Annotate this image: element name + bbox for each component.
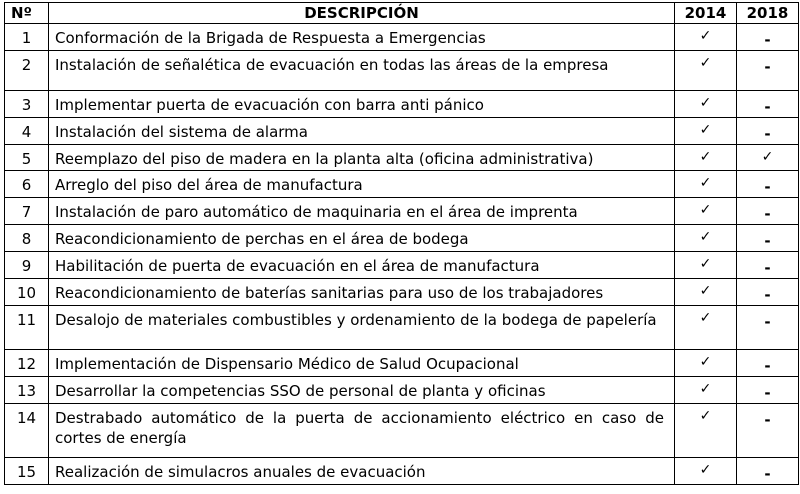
header-2014: 2014 — [675, 3, 737, 24]
table-header-row — [5, 3, 799, 24]
row-2018-mark: - — [737, 252, 799, 279]
row-number: 6 — [5, 171, 49, 198]
row-2014-mark: ✓ — [675, 279, 737, 306]
header-2018: 2018 — [737, 3, 799, 24]
row-2014-mark: ✓ — [675, 404, 737, 458]
row-2018-mark: ✓ — [737, 145, 799, 171]
table-row — [5, 458, 799, 485]
row-number: 4 — [5, 118, 49, 145]
row-description: Reacondicionamiento de perchas en el área de bodega — [49, 225, 675, 252]
row-2018-mark: - — [737, 279, 799, 306]
row-description: Realización de simulacros anuales de evacuación — [49, 458, 675, 485]
row-number: 13 — [5, 377, 49, 404]
row-2014-mark: ✓ — [675, 225, 737, 252]
row-2014-mark: ✓ — [675, 91, 737, 118]
row-2014-mark: ✓ — [675, 171, 737, 198]
row-number: 15 — [5, 458, 49, 485]
row-number: 3 — [5, 91, 49, 118]
table-row — [5, 91, 799, 118]
table-row — [5, 252, 799, 279]
row-number: 11 — [5, 306, 49, 350]
table-row — [5, 377, 799, 404]
row-2018-mark: - — [737, 198, 799, 225]
row-2018-mark: - — [737, 171, 799, 198]
row-description: Instalación del sistema de alarma — [49, 118, 675, 145]
row-2014-mark: ✓ — [675, 118, 737, 145]
row-2018-mark: - — [737, 51, 799, 91]
row-description: Implementación de Dispensario Médico de Salud Ocupacional — [49, 350, 675, 377]
row-number: 2 — [5, 51, 49, 91]
row-description: Instalación de señalética de evacuación en todas las áreas de la empresa — [49, 51, 675, 91]
row-number: 8 — [5, 225, 49, 252]
row-2018-mark: - — [737, 225, 799, 252]
table-row — [5, 171, 799, 198]
row-2014-mark: ✓ — [675, 198, 737, 225]
row-2014-mark: ✓ — [675, 306, 737, 350]
row-description: Desarrollar la competencias SSO de personal de planta y oficinas — [49, 377, 675, 404]
row-description: Reacondicionamiento de baterías sanitarias para uso de los trabajadores — [49, 279, 675, 306]
row-description: Reemplazo del piso de madera en la planta alta (oficina administrativa) — [49, 145, 675, 171]
row-2018-mark: - — [737, 91, 799, 118]
row-2014-mark: ✓ — [675, 51, 737, 91]
row-number: 5 — [5, 145, 49, 171]
table-row — [5, 118, 799, 145]
row-description: Instalación de paro automático de maquinaria en el área de imprenta — [49, 198, 675, 225]
row-2014-mark: ✓ — [675, 377, 737, 404]
row-description: Habilitación de puerta de evacuación en el área de manufactura — [49, 252, 675, 279]
row-2014-mark: ✓ — [675, 252, 737, 279]
row-number: 12 — [5, 350, 49, 377]
row-number: 10 — [5, 279, 49, 306]
row-description: Conformación de la Brigada de Respuesta a Emergencias — [49, 24, 675, 51]
row-number: 14 — [5, 404, 49, 458]
row-2018-mark: - — [737, 458, 799, 485]
row-2018-mark: - — [737, 24, 799, 51]
row-2018-mark: - — [737, 350, 799, 377]
row-2014-mark: ✓ — [675, 145, 737, 171]
table-row — [5, 51, 799, 91]
row-2018-mark: - — [737, 404, 799, 458]
row-2014-mark: ✓ — [675, 350, 737, 377]
header-no: Nº — [5, 3, 49, 24]
table-row — [5, 404, 799, 458]
actions-table — [4, 2, 799, 485]
row-description: Arreglo del piso del área de manufactura — [49, 171, 675, 198]
header-description: DESCRIPCIÓN — [49, 3, 675, 24]
table-row — [5, 24, 799, 51]
row-2018-mark: - — [737, 118, 799, 145]
row-2014-mark: ✓ — [675, 458, 737, 485]
row-2014-mark: ✓ — [675, 24, 737, 51]
table-row — [5, 306, 799, 350]
row-2018-mark: - — [737, 377, 799, 404]
table-row — [5, 279, 799, 306]
row-number: 7 — [5, 198, 49, 225]
table-row — [5, 350, 799, 377]
table-row — [5, 198, 799, 225]
row-description: Implementar puerta de evacuación con barra anti pánico — [49, 91, 675, 118]
row-description: Desalojo de materiales combustibles y ordenamiento de la bodega de papelería — [49, 306, 675, 350]
row-description: Destrabado automático de la puerta de accionamiento eléctrico en caso de cortes de energía — [49, 404, 675, 458]
row-2018-mark: - — [737, 306, 799, 350]
table-row — [5, 145, 799, 171]
table-row — [5, 225, 799, 252]
row-number: 9 — [5, 252, 49, 279]
table-body — [5, 24, 799, 485]
row-number: 1 — [5, 24, 49, 51]
